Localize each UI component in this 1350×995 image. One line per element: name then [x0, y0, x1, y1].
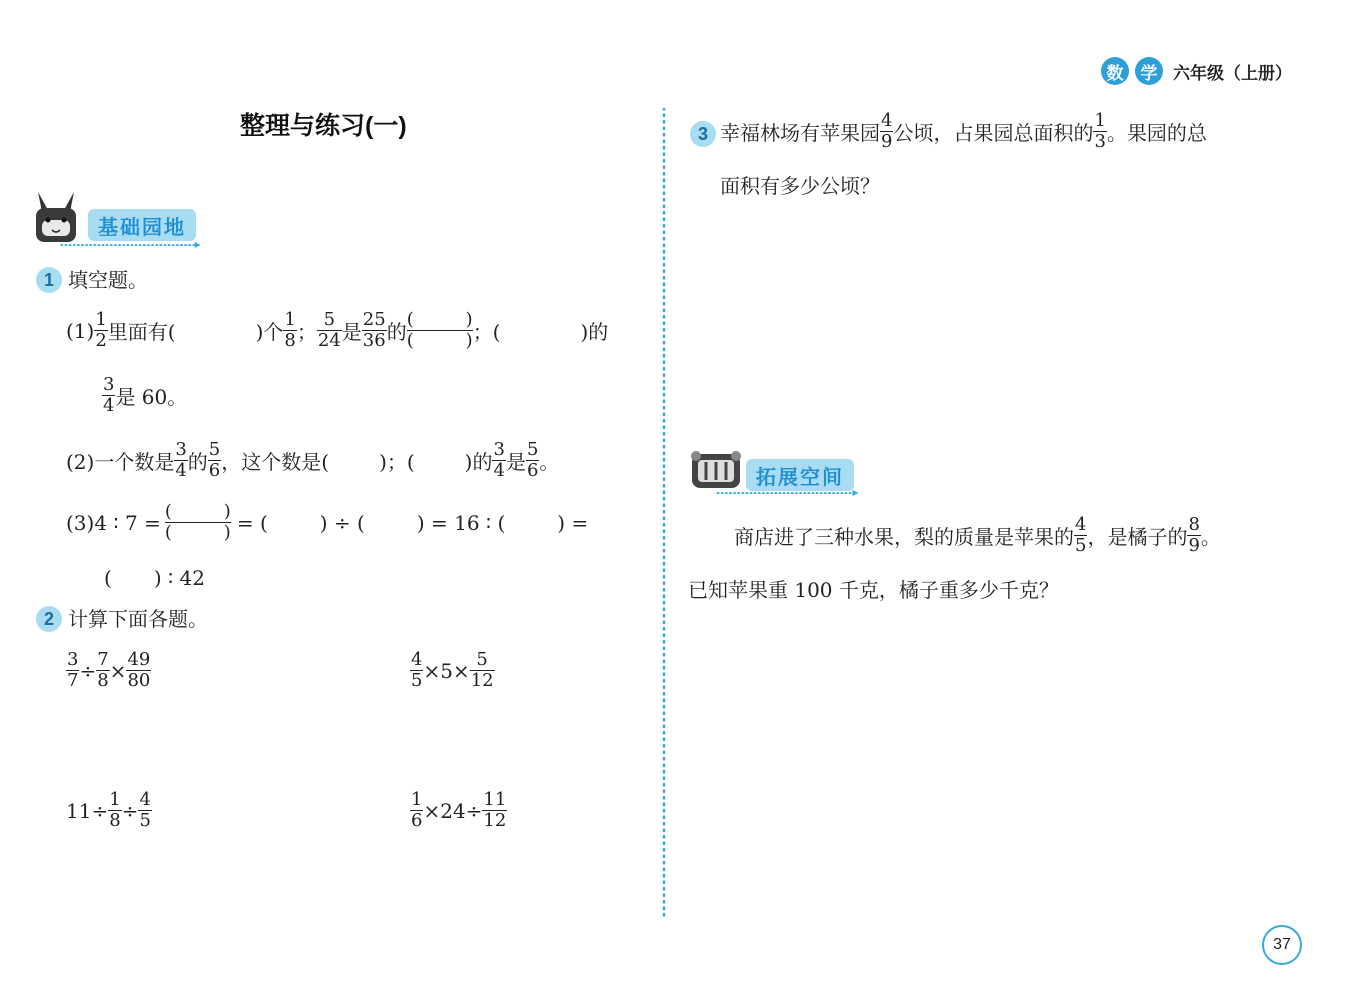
section-extend-label: 拓展空间 — [746, 459, 854, 491]
q1-p1-text: )的 — [580, 320, 609, 345]
fraction — [138, 790, 151, 831]
denominator: 4 — [103, 395, 115, 417]
numerator: 1 — [1094, 110, 1106, 131]
q1-part1 — [66, 310, 608, 351]
calc-expression-1 — [66, 650, 151, 691]
fraction — [317, 310, 342, 351]
denominator: 80 — [127, 670, 151, 692]
rabbit-mascot-icon — [32, 190, 80, 246]
fraction — [362, 310, 387, 351]
fraction — [1187, 515, 1200, 556]
numerator: 1 — [95, 309, 107, 330]
fraction — [96, 650, 109, 691]
denominator: 6 — [208, 460, 221, 482]
q3-text: 。果园的总 — [1106, 121, 1207, 146]
numerator: 5 — [476, 649, 488, 670]
numerator: 7 — [97, 649, 109, 670]
denominator: 3 — [1094, 131, 1106, 153]
page-number: 37 — [1262, 925, 1302, 965]
q1-p2-text: )；( — [379, 450, 415, 475]
q1-p3-prefix: (3)4 ∶ 7 = — [66, 510, 161, 535]
extend-problem-line1 — [734, 515, 1221, 556]
denominator: 36 — [362, 330, 386, 352]
answer-fraction-blank[interactable]: ( ) ( ) — [164, 501, 231, 544]
numerator: 5 — [208, 439, 221, 460]
q1-part3 — [66, 502, 588, 543]
numerator: 1 — [284, 309, 296, 330]
q1-p3-text: ) = 16 ∶ ( — [416, 510, 506, 535]
denominator: 5 — [411, 670, 423, 692]
q1-p3-text: = ( — [236, 510, 268, 535]
fraction — [66, 650, 79, 691]
q3-text: 公顷，占果园总面积的 — [893, 121, 1094, 146]
fraction — [1093, 111, 1106, 152]
numerator: 3 — [67, 649, 79, 670]
q1-p1-text: 是 60。 — [115, 385, 188, 410]
numerator: 3 — [103, 374, 115, 395]
q1-p3-text: ) ÷ ( — [319, 510, 365, 535]
question-number-2: 2 — [36, 606, 62, 632]
denominator: 4 — [493, 460, 505, 482]
q1-p3-text: ) ∶ 42 — [153, 566, 205, 590]
q1-p1-prefix: (1) — [66, 318, 95, 343]
section-basic-underline — [36, 242, 226, 248]
denominator: 9 — [1188, 535, 1200, 557]
fraction — [174, 440, 187, 481]
subject-char-2: 学 — [1135, 57, 1163, 85]
numerator: 4 — [1075, 514, 1087, 535]
extend-text: ，是橘子的 — [1087, 525, 1188, 550]
q1-p1-text: ；( — [472, 320, 501, 345]
denominator: 5 — [139, 810, 151, 832]
section-basic — [32, 190, 80, 250]
numerator: 5 — [526, 439, 539, 460]
denominator: 8 — [109, 810, 121, 832]
denominator: 24 — [317, 330, 341, 352]
fraction — [410, 790, 423, 831]
numerator: 25 — [362, 309, 386, 330]
question-2-heading: 计算下面各题。 — [68, 607, 208, 631]
denominator: 9 — [881, 131, 893, 153]
q1-part2 — [66, 440, 559, 481]
operator: ÷ — [121, 798, 139, 823]
fraction — [880, 111, 893, 152]
center-divider — [661, 108, 667, 918]
page-title: 整理与练习(一) — [240, 112, 407, 140]
fraction — [492, 440, 505, 481]
q1-part1-cont — [102, 375, 187, 416]
calc-expression-3 — [66, 790, 152, 831]
numerator: 11 — [483, 789, 507, 810]
robot-mascot-icon — [688, 448, 744, 494]
denominator: 5 — [1075, 535, 1087, 557]
denominator: 8 — [284, 330, 296, 352]
numerator: 4 — [139, 789, 151, 810]
extend-problem-line2: 已知苹果重 100 千克，橘子重多少千克？ — [688, 578, 1059, 602]
denominator: 6 — [526, 460, 539, 482]
denominator: 12 — [470, 670, 494, 692]
denominator: 7 — [67, 670, 79, 692]
fraction — [102, 375, 115, 416]
question-number-3: 3 — [690, 121, 716, 147]
numerator: 3 — [493, 439, 505, 460]
numerator: 4 — [881, 110, 893, 131]
section-extend-underline — [692, 490, 884, 496]
q3-text: 幸福林场有苹果园 — [720, 121, 880, 146]
numerator: 49 — [127, 649, 151, 670]
q1-p1-text: ； — [296, 320, 317, 345]
numerator: 8 — [1188, 514, 1200, 535]
fraction — [1074, 515, 1087, 556]
calc-expression-2 — [410, 650, 495, 691]
extend-text: 。 — [1200, 525, 1221, 550]
denominator: 2 — [95, 330, 107, 352]
fraction — [482, 790, 507, 831]
answer-fraction-blank[interactable]: ( ) ( ) — [406, 309, 473, 352]
q1-p2-text: )的 — [464, 450, 493, 475]
operator: × — [109, 658, 127, 683]
fraction — [410, 650, 423, 691]
operand: 11÷ — [66, 798, 109, 823]
q1-p2-text: 是 — [505, 450, 526, 475]
q1-p2-prefix: (2)一个数是 — [66, 450, 175, 475]
denominator: 8 — [97, 670, 109, 692]
q1-p1-text: 的 — [386, 320, 407, 345]
page-header — [1101, 57, 1292, 85]
calc-expression-4 — [410, 790, 507, 831]
numerator: 3 — [175, 439, 187, 460]
q1-p1-text: 里面有( — [107, 320, 176, 345]
q1-p1-text: )个 — [255, 320, 284, 345]
numerator: 1 — [109, 789, 121, 810]
grade-label: 六年级（上册） — [1173, 63, 1292, 83]
q1-p2-text: 的 — [187, 450, 208, 475]
q1-p2-text: 。 — [539, 450, 560, 475]
q1-p3-text: ( — [104, 566, 112, 590]
subject-char-1: 数 — [1101, 57, 1129, 85]
fraction — [526, 440, 539, 481]
operator: ×5× — [423, 658, 470, 683]
operator: ×24÷ — [423, 798, 483, 823]
q1-p1-text: 是 — [341, 320, 362, 345]
fraction — [108, 790, 121, 831]
fraction — [283, 310, 296, 351]
numerator: 1 — [411, 789, 423, 810]
numerator: 5 — [323, 309, 336, 330]
denominator: 12 — [483, 810, 507, 832]
extend-text: 商店进了三种水果，梨的质量是苹果的 — [734, 525, 1074, 550]
q1-p3-text: ) = — [557, 510, 589, 535]
question-1-heading: 填空题。 — [68, 268, 148, 292]
denominator: 6 — [411, 810, 423, 832]
fraction — [208, 440, 221, 481]
operator: ÷ — [79, 658, 97, 683]
question-3-line2: 面积有多少公顷？ — [720, 174, 880, 198]
section-basic-label: 基础园地 — [88, 209, 196, 241]
fraction — [94, 310, 107, 351]
numerator: 4 — [411, 649, 423, 670]
question-number-1: 1 — [36, 267, 62, 293]
denominator: 4 — [175, 460, 187, 482]
fraction — [470, 650, 495, 691]
question-3-line1 — [720, 111, 1207, 152]
q1-p2-text: ，这个数是( — [221, 450, 330, 475]
q1-part3-cont — [104, 566, 205, 590]
fraction — [126, 650, 151, 691]
